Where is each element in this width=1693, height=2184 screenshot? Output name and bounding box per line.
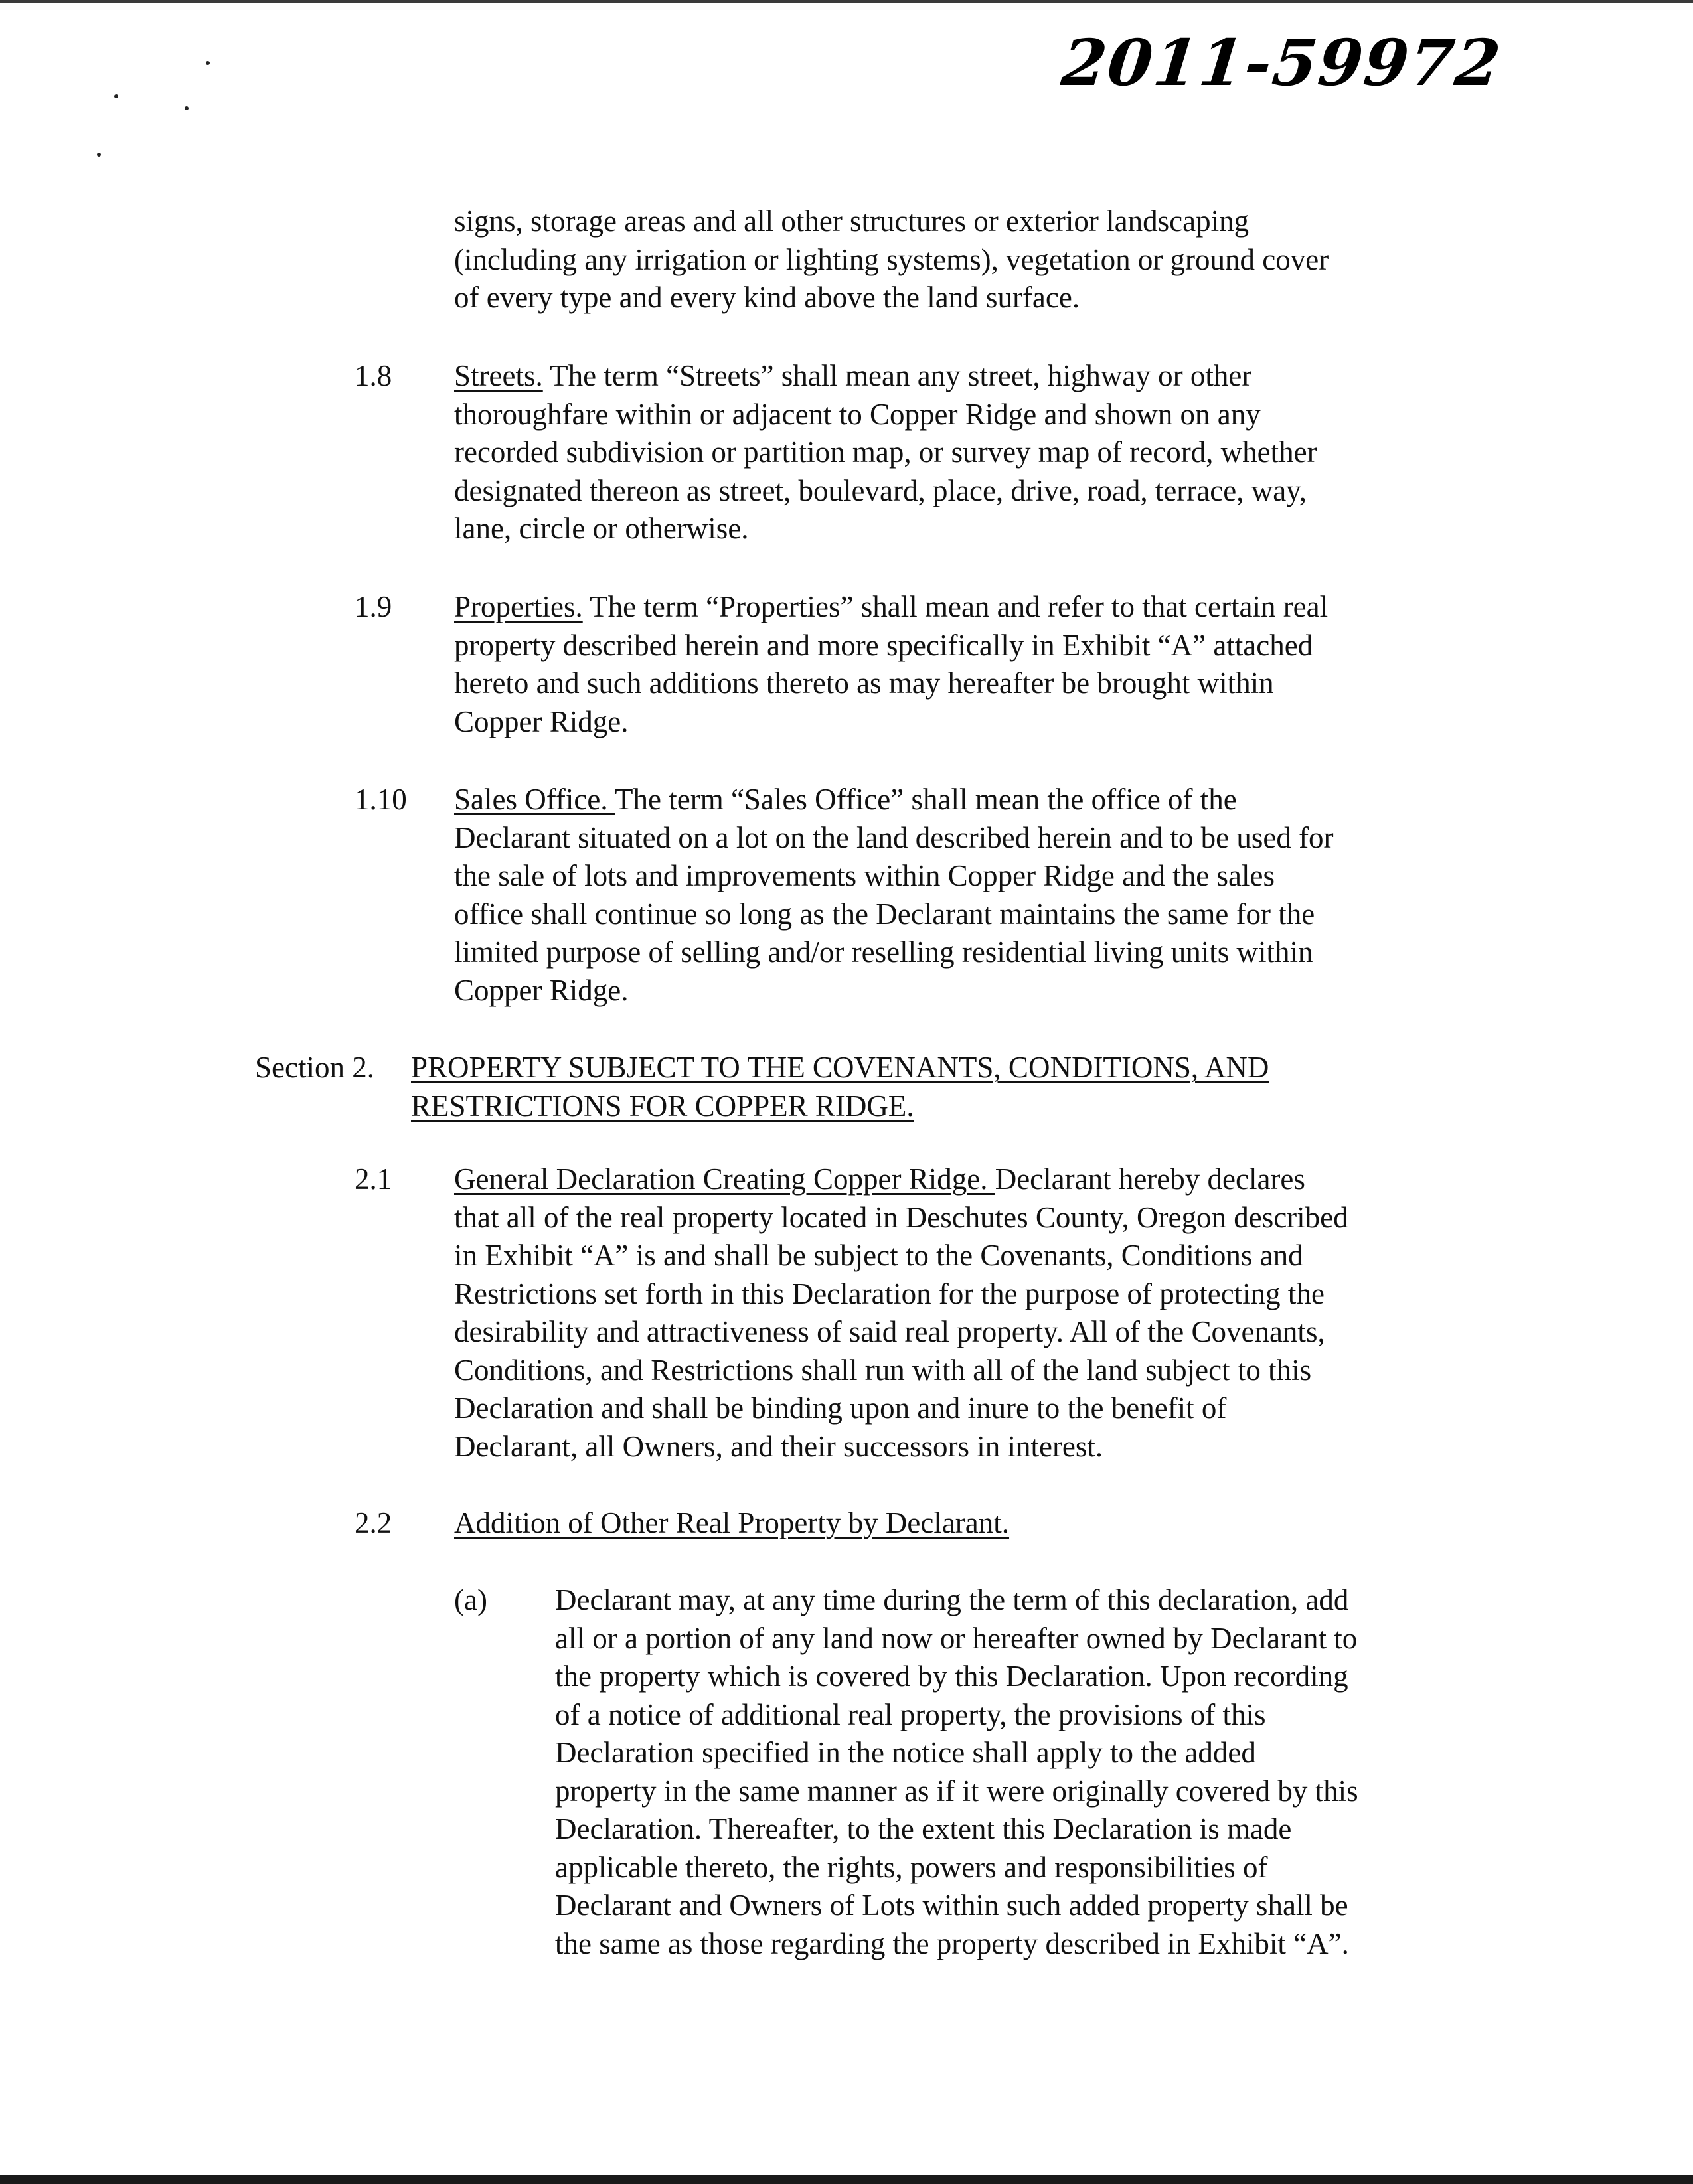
scan-top-edge xyxy=(0,0,1693,3)
subitem-a-paragraph: Declarant may, at any time during the term of this declaration, add all or a portion of any land now or hereafter owned by Declarant to the property which is covered by this Declaration. Upon recording of a notice of additional real property, the provisions of this Declaration specified in the notice shall apply to the added property in the same manner as if it were originally covered by this Declaration. Thereafter, to the extent this Declaration is made applicable thereto, the rights, powers and responsibilities of Declarant and Owners of Lots within such added property shall be the same as those regarding the property described in Exhibit “A”. xyxy=(555,1583,1358,1960)
item-heading: Addition of Other Real Property by Declarant. xyxy=(454,1506,1010,1539)
handwritten-document-number: 2011-59972 xyxy=(1058,25,1506,100)
continuation-paragraph: signs, storage areas and all other structures or exterior landscaping (including any irrigation or lighting systems), vegetation or ground cover of every type and every kind above the land surface. xyxy=(454,204,1329,314)
scan-bottom-edge xyxy=(0,2175,1693,2184)
item-number: 1.10 xyxy=(355,783,407,816)
scan-speck xyxy=(206,61,210,65)
item-body: that all of the real property located in Deschutes County, Oregon described in Exhibit “A” is and shall be subject to the Covenants, Conditions and Restrictions set forth in this Declaration for the purpose of protecting the desirability and attractiveness of said real property. All of the Covenants, Conditions, and Restrictions shall run with all of the land subject to this Declaration and shall be binding upon and inure to the benefit of Declarant, all Owners, and their successors in interest. xyxy=(454,1200,1348,1463)
item-body: property described herein and more specifically in Exhibit “A” attached hereto and such additions thereto as may hereafter be brought within Copper Ridge. xyxy=(454,628,1313,738)
subitem-marker: (a) xyxy=(454,1583,487,1616)
item-body: Declarant situated on a lot on the land described herein and to be used for the sale of lots and improvements within Copper Ridge and the sales office shall continue so long as the Declarant maintains the same for the limited purpose of selling and/or reselling residential living units within Copper Ridge. xyxy=(454,820,1334,1007)
scan-speck xyxy=(97,153,101,157)
section-title-line: RESTRICTIONS FOR COPPER RIDGE. xyxy=(411,1089,914,1123)
item-1-10-paragraph xyxy=(454,781,1334,1010)
item-number: 2.1 xyxy=(355,1162,392,1196)
item-number: 1.9 xyxy=(355,590,392,623)
section-label: Section 2. xyxy=(255,1051,374,1084)
item-1-8-paragraph xyxy=(454,357,1317,548)
scan-speck xyxy=(185,106,189,110)
item-first-line: Declarant hereby declares xyxy=(995,1162,1305,1196)
item-heading: Sales Office. xyxy=(454,783,615,816)
item-2-1-paragraph xyxy=(454,1160,1348,1466)
item-first-line: The term “Streets” shall mean any street, highway or other xyxy=(542,359,1252,392)
section-title xyxy=(411,1049,1269,1125)
section-title-line: PROPERTY SUBJECT TO THE COVENANTS, CONDITIONS, AND xyxy=(411,1051,1269,1084)
item-first-line: The term “Sales Office” shall mean the office of the xyxy=(615,783,1237,816)
item-1-9-paragraph xyxy=(454,588,1328,741)
item-number: 1.8 xyxy=(355,359,392,392)
item-body: thoroughfare within or adjacent to Copper Ridge and shown on any recorded subdivision or partition map, or survey map of record, whether designated thereon as street, boulevard, place, drive, road, terrace, way, lane, circle or otherwise. xyxy=(454,397,1317,545)
item-number: 2.2 xyxy=(355,1506,392,1539)
item-heading: Properties. xyxy=(454,590,583,623)
item-heading: Streets. xyxy=(454,359,543,392)
scan-speck xyxy=(114,94,118,98)
item-heading: General Declaration Creating Copper Ridge. xyxy=(454,1162,995,1196)
item-first-line: The term “Properties” shall mean and refer to that certain real xyxy=(582,590,1329,623)
item-2-2-heading xyxy=(454,1504,1009,1543)
